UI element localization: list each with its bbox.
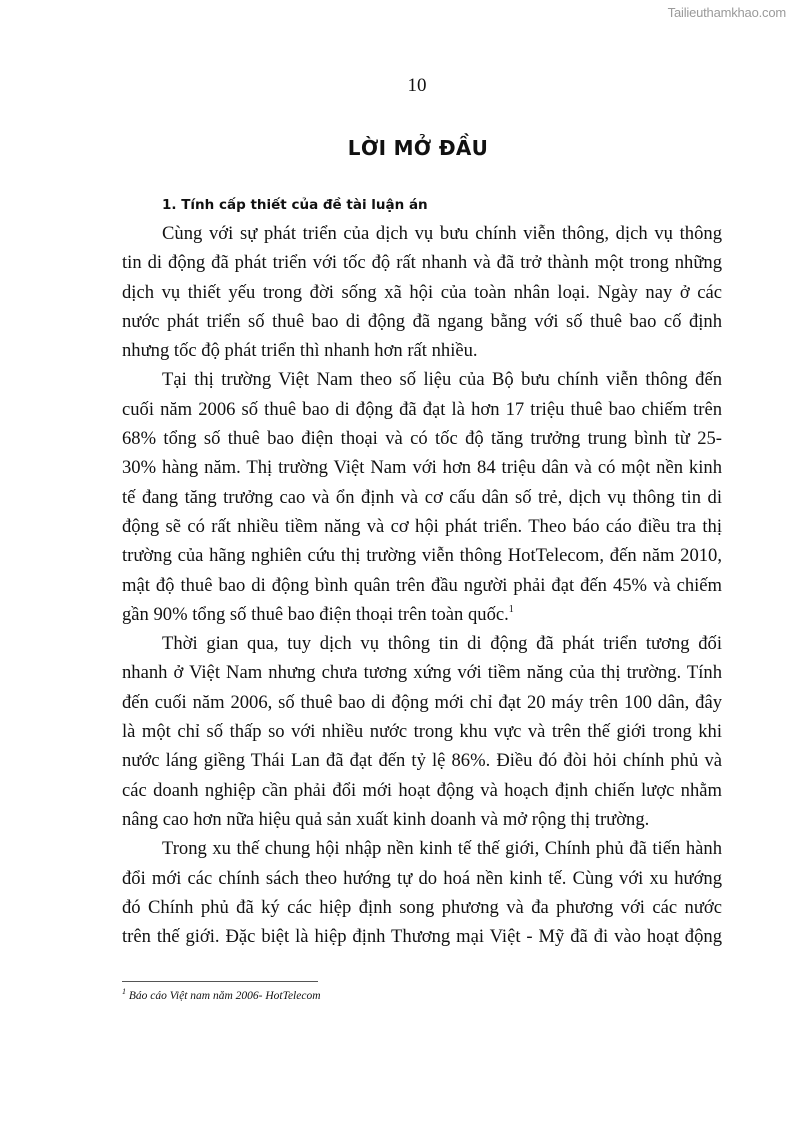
text-line [122,834,722,863]
line-text: mật độ thuê bao di động bình quân trên đầu người phải đạt đến 45% và chiếm [122,574,722,596]
paragraph [122,834,722,951]
line-text: nước phát triển số thuê bao di động đã ngang bằng với số thuê bao cố định [122,310,722,332]
line-text: đến cuối năm 2006, số thuê bao di động mới chỉ đạt 20 máy trên 100 dân, đây [122,691,722,713]
page-title: LỜI MỞ ĐẦU [347,136,489,160]
line-text: trên thế giới. Đặc biệt là hiệp định Thương mại Việt - Mỹ đã đi vào hoạt động [122,926,722,948]
text-line [122,746,722,775]
line-text: nhưng tốc độ phát triển thì nhanh hơn rất nhiều. [122,340,478,362]
line-text: gần 90% tổng số thuê bao điện thoại trên toàn quốc. [122,603,509,625]
text-line [122,336,722,365]
paragraph [122,629,722,834]
line-text: nâng cao hơn nữa hiệu quả sản xuất kinh doanh và mở rộng thị trường. [122,808,650,830]
line-text: 68% tổng số thuê bao điện thoại và có tốc độ tăng trưởng trung bình từ 25- [122,428,722,450]
body-text [122,219,722,951]
text-line [122,219,722,248]
line-text: các doanh nghiệp cần phải đổi mới hoạt động và hoạch định chiến lược nhằm [122,779,722,801]
line-text: trường của hãng nghiên cứu thị trường viễn thông HotTelecom, đến năm 2010, [122,545,722,567]
paragraph [122,219,722,365]
text-line [122,717,722,746]
text-line [122,805,722,834]
line-text: Thời gian qua, tuy dịch vụ thông tin di động đã phát triển tương đối [162,633,722,655]
text-line [122,893,722,922]
line-text: dịch vụ thiết yếu trong đời sống xã hội của toàn nhân loại. Ngày nay ở các [122,281,722,303]
text-line [122,395,722,424]
footnote [122,987,321,1002]
text-line [122,658,722,687]
watermark: Tailieuthamkhao.com [667,5,786,20]
footnote-number: 1 [122,987,126,996]
line-text: Trong xu thế chung hội nhập nền kinh tế thế giới, Chính phủ đã tiến hành [162,838,722,860]
text-line [122,600,722,629]
footnote-reference: 1 [508,603,514,615]
text-line [122,571,722,600]
text-line [122,307,722,336]
line-text: động sẽ có rất nhiều tiềm năng và cơ hội phát triển. Theo báo cáo điều tra thị [122,515,722,537]
page-number: 10 [407,75,427,96]
footnote-text: Báo cáo Việt nam năm 2006- HotTelecom [128,990,321,1002]
line-text: nhanh ở Việt Nam nhưng chưa tương xứng với tiềm năng của thị trường. Tính [122,662,722,684]
line-text: đó Chính phủ đã ký các hiệp định song phương và đa phương với các nước [122,896,722,918]
line-text: tế đang tăng trưởng cao và ổn định và cơ cấu dân số trẻ, dịch vụ thông tin di [122,486,722,508]
paragraph [122,365,722,629]
text-line [122,688,722,717]
line-text: tin di động đã phát triển với tốc độ rất nhanh và đã trở thành một trong những [122,252,722,274]
text-line [122,453,722,482]
section-heading: 1. Tính cấp thiết của đề tài luận án [162,197,428,213]
text-line [122,365,722,394]
line-text: nước láng giềng Thái Lan đã đạt đến tỷ lệ 86%. Điều đó đòi hỏi chính phủ và [122,750,722,772]
line-text: cuối năm 2006 số thuê bao di động đã đạt là hơn 17 triệu thuê bao chiếm trên [122,398,722,420]
line-text: 30% hàng năm. Thị trường Việt Nam với hơn 84 triệu dân và có một nền kinh [122,457,722,479]
text-line [122,776,722,805]
text-line [122,864,722,893]
text-line [122,483,722,512]
footnote-divider [122,981,318,982]
text-line [122,248,722,277]
line-text: Cùng với sự phát triển của dịch vụ bưu chính viễn thông, dịch vụ thông [162,223,722,244]
text-line [122,922,722,951]
text-line [122,541,722,570]
line-text: là một chỉ số thấp so với nhiều nước trong khu vực và trên thế giới trong khi [122,721,722,743]
text-line [122,629,722,658]
text-line [122,512,722,541]
text-line [122,278,722,307]
line-text: đổi mới các chính sách theo hướng tự do hoá nền kinh tế. Cùng với xu hướng [122,867,722,889]
text-line [122,424,722,453]
line-text: Tại thị trường Việt Nam theo số liệu của Bộ bưu chính viễn thông đến [162,369,722,391]
